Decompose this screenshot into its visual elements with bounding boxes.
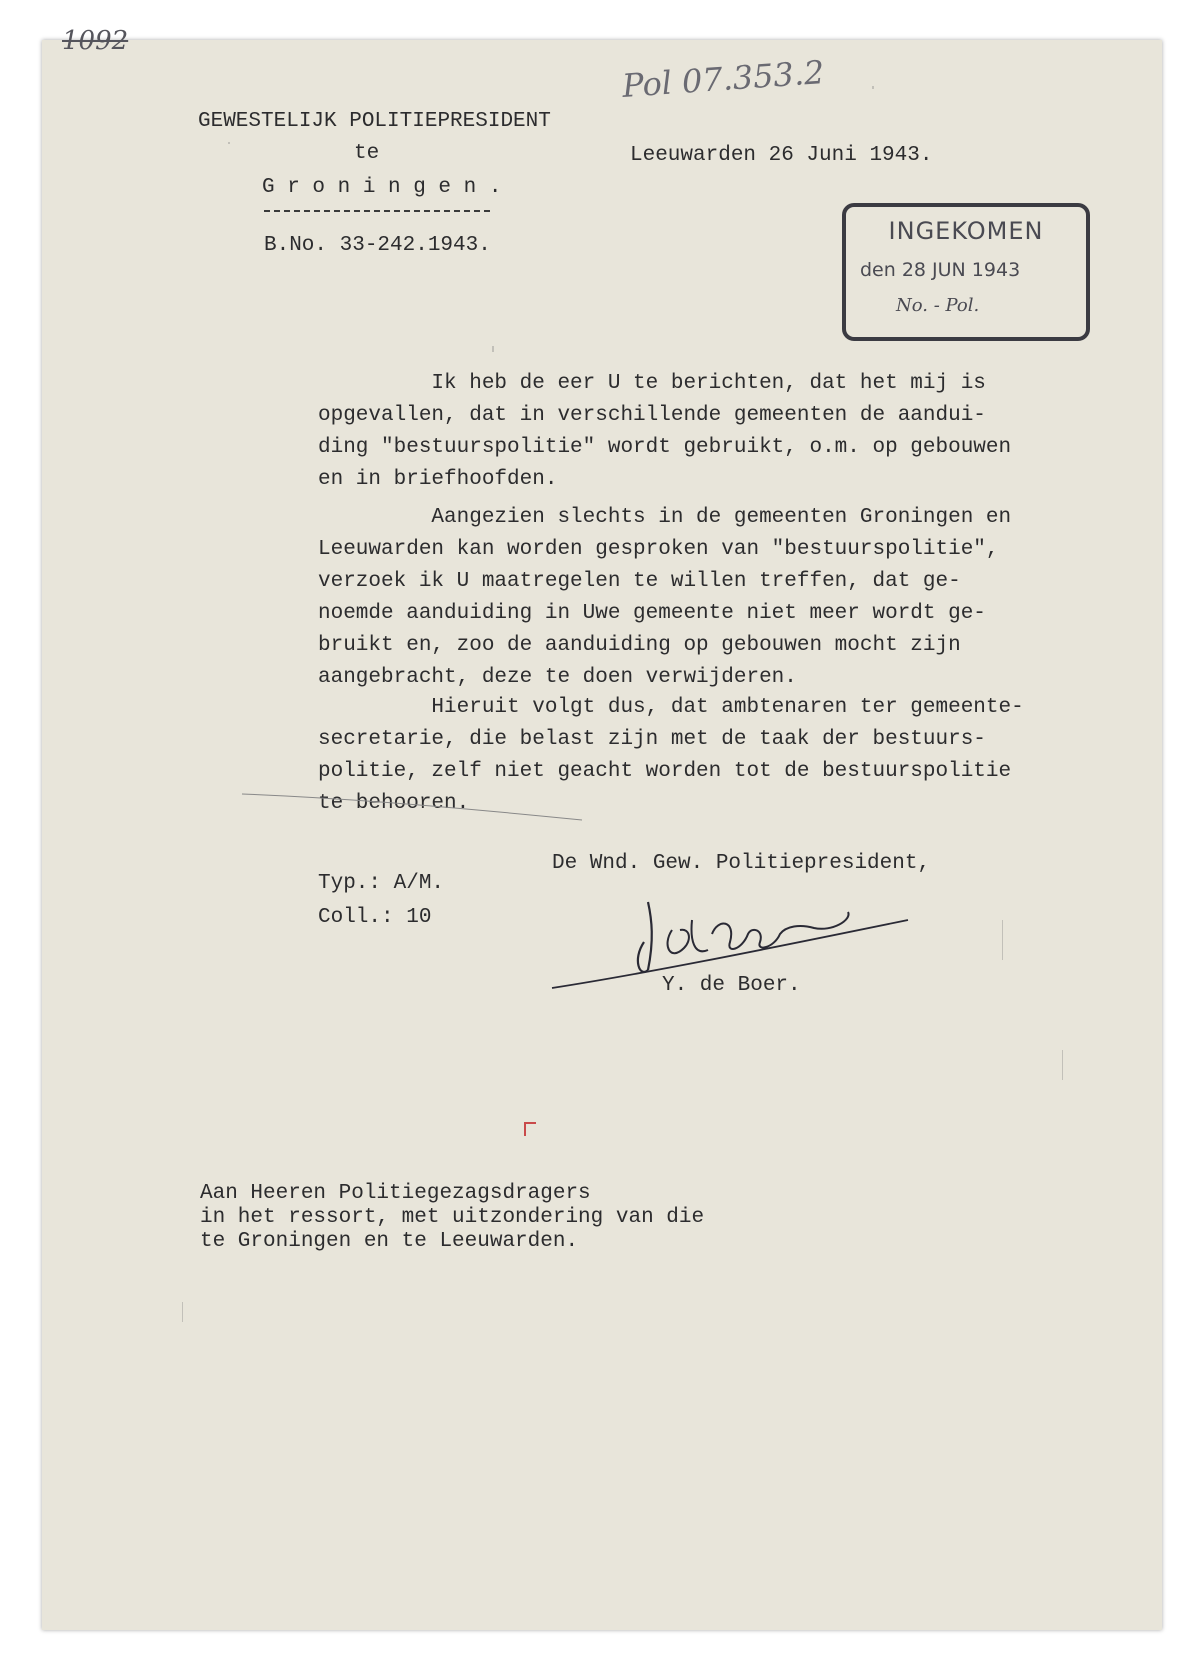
addressee-line: in het ressort, met uitzondering van die	[200, 1206, 705, 1229]
body-line: noemde aanduiding in Uwe gemeente niet meer wordt ge-	[318, 602, 986, 625]
stamp-date: den 28 JUN 1943	[860, 259, 1021, 281]
sender-line-1: GEWESTELIJK POLITIEPRESIDENT	[198, 110, 551, 133]
red-mark	[524, 1122, 536, 1136]
paper-speck	[872, 86, 874, 89]
sender-line-2: te	[354, 142, 380, 165]
paper-speck	[228, 142, 230, 144]
received-stamp	[842, 203, 1090, 341]
place-date: Leeuwarden 26 Juni 1943.	[630, 144, 933, 167]
addressee-line: Aan Heeren Politiegezagsdragers	[200, 1182, 591, 1205]
body-line: Hieruit volgt dus, dat ambtenaren ter gemeente-	[318, 696, 1024, 719]
body-line: opgevallen, dat in verschillende gemeenten de aandui-	[318, 404, 986, 427]
document-sheet	[42, 26, 1162, 1630]
sender-underline	[264, 210, 490, 212]
body-line: Leeuwarden kan worden gesproken van "bestuurspolitie",	[318, 538, 999, 561]
stamp-number: No. - Pol.	[896, 295, 980, 316]
sender-line-3: G r o n i n g e n .	[262, 176, 502, 199]
body-line: aangebracht, deze te doen verwijderen.	[318, 666, 797, 689]
body-line: secretarie, die belast zijn met de taak der bestuurs-	[318, 728, 986, 751]
signature-title: De Wnd. Gew. Politiepresident,	[552, 852, 931, 875]
body-line: bruikt en, zoo de aanduiding op gebouwen mocht zijn	[318, 634, 961, 657]
paper-speck	[182, 1302, 183, 1322]
body-line: ding "bestuurspolitie" wordt gebruikt, o.m. op gebouwen	[318, 436, 1012, 459]
collation-line: Coll.: 10	[318, 906, 432, 929]
addressee-line: te Groningen en te Leeuwarden.	[200, 1230, 579, 1253]
paper-speck	[1062, 1050, 1063, 1080]
body-line: Ik heb de eer U te berichten, dat het mij is	[318, 372, 986, 395]
body-line: politie, zelf niet geacht worden tot de bestuurspolitie	[318, 760, 1012, 783]
sender-reference-number: B.No. 33-242.1943.	[264, 234, 491, 257]
body-line: Aangezien slechts in de gemeenten Groningen en	[318, 506, 1012, 529]
stamp-title: INGEKOMEN	[888, 217, 1044, 245]
pencil-stroke	[242, 780, 602, 820]
signatory-name: Y. de Boer.	[662, 974, 801, 997]
body-line: verzoek ik U maatregelen te willen treffen, dat ge-	[318, 570, 961, 593]
paper-speck	[492, 346, 494, 352]
handwritten-reference: Pol 07.353.2	[620, 52, 826, 106]
paper-speck	[1002, 920, 1003, 960]
corner-archive-number: 1092	[62, 26, 129, 56]
body-line: en in briefhoofden.	[318, 468, 558, 491]
typist-line: Typ.: A/M.	[318, 872, 445, 895]
body-line: te behooren.	[318, 792, 470, 815]
